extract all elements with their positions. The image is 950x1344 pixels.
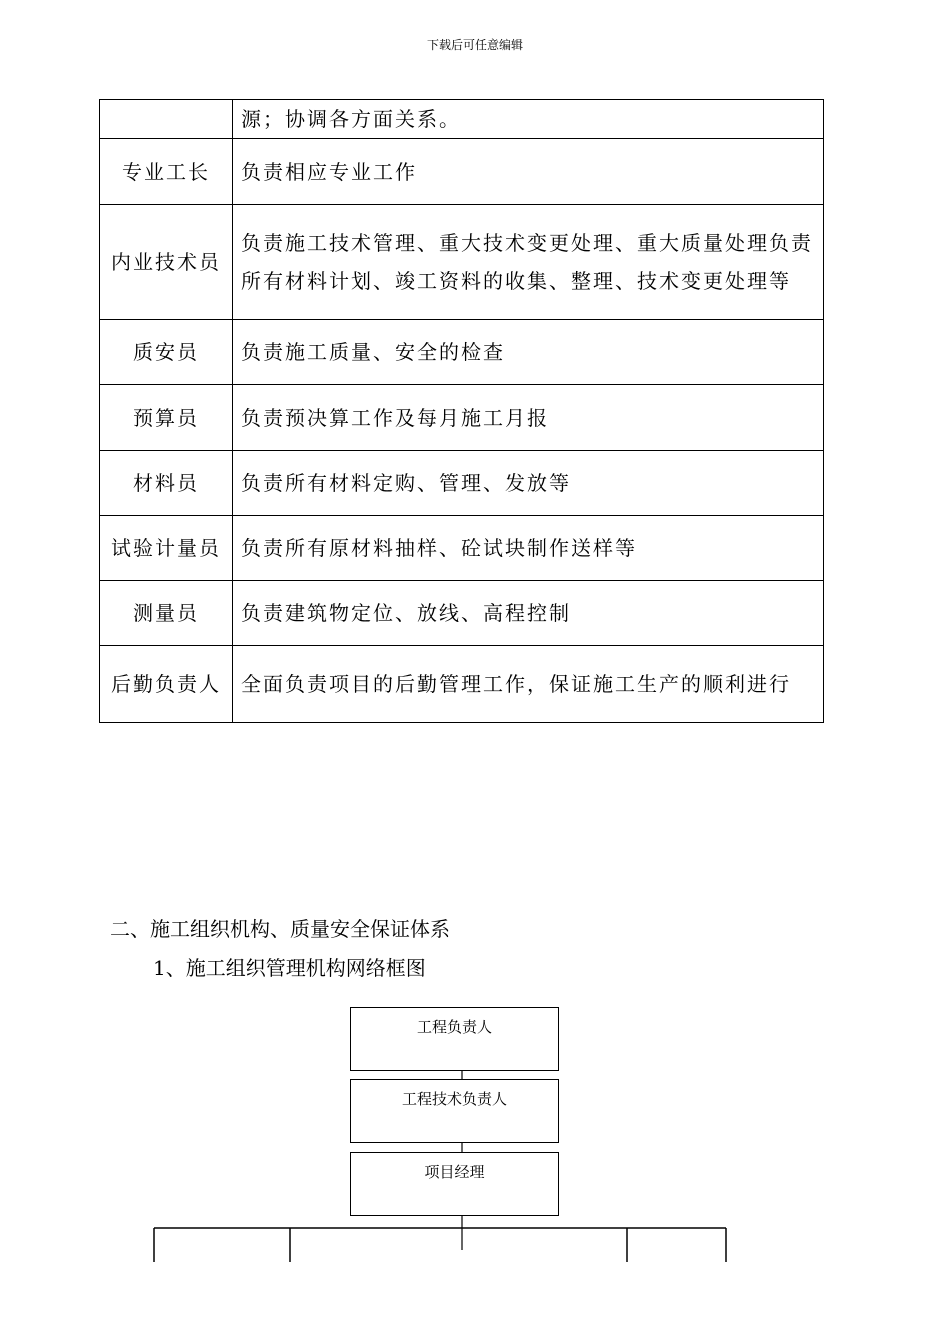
role-cell xyxy=(100,100,233,139)
duty-cell: 负责施工质量、安全的检查 xyxy=(233,320,824,385)
table-row xyxy=(100,385,824,451)
duty-cell: 负责所有原材料抽样、砼试块制作送样等 xyxy=(233,516,824,581)
duty-table xyxy=(99,99,824,723)
duty-cell: 源；协调各方面关系。 xyxy=(233,100,824,139)
org-box-project-head xyxy=(350,1007,559,1071)
table-row xyxy=(100,451,824,516)
table-row xyxy=(100,581,824,646)
role-cell: 试验计量员 xyxy=(100,516,233,581)
role-cell: 专业工长 xyxy=(100,139,233,205)
table-row xyxy=(100,516,824,581)
table-row xyxy=(100,205,824,320)
role-cell: 测量员 xyxy=(100,581,233,646)
duty-cell: 负责相应专业工作 xyxy=(233,139,824,205)
role-cell: 内业技术员 xyxy=(100,205,233,320)
duty-cell: 负责施工技术管理、重大技术变更处理、重大质量处理负责所有材料计划、竣工资料的收集、整理、技术变更处理等 xyxy=(233,205,824,320)
table-row xyxy=(100,100,824,139)
table-row xyxy=(100,139,824,205)
page-header: 下载后可任意编辑 xyxy=(426,38,523,52)
role-cell: 预算员 xyxy=(100,385,233,451)
table-row xyxy=(100,320,824,385)
section-title: 二、施工组织机构、质量安全保证体系 xyxy=(110,917,450,941)
duty-cell: 全面负责项目的后勤管理工作，保证施工生产的顺利进行 xyxy=(233,646,824,723)
org-box-project-manager xyxy=(350,1152,559,1216)
duty-cell: 负责建筑物定位、放线、高程控制 xyxy=(233,581,824,646)
role-cell: 后勤负责人 xyxy=(100,646,233,723)
section-subtitle: 1、施工组织管理机构网络框图 xyxy=(153,956,426,980)
org-box-label: 工程负责人 xyxy=(416,1018,492,1036)
org-box-technical-head xyxy=(350,1079,559,1143)
table-row xyxy=(100,646,824,723)
duty-cell: 负责预决算工作及每月施工月报 xyxy=(233,385,824,451)
org-box-label: 项目经理 xyxy=(424,1163,485,1181)
org-box-label: 工程技术负责人 xyxy=(401,1090,507,1108)
duty-cell: 负责所有材料定购、管理、发放等 xyxy=(233,451,824,516)
role-cell: 质安员 xyxy=(100,320,233,385)
role-cell: 材料员 xyxy=(100,451,233,516)
